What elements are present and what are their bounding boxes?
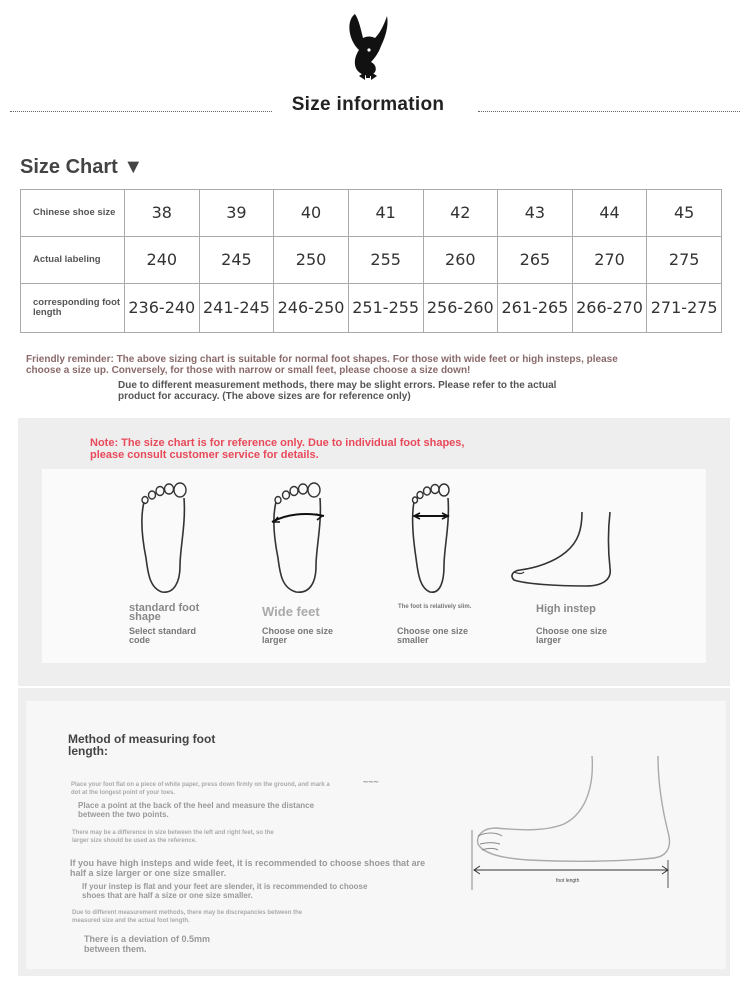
table-cell: 44 — [572, 190, 647, 237]
header-divider-right — [478, 111, 740, 112]
size-chart-title: Size Chart ▼ — [20, 156, 144, 178]
table-cell: 256-260 — [423, 283, 498, 332]
table-cell: 275 — [647, 236, 722, 283]
standard-foot-label: standard foot shape — [129, 602, 200, 623]
high-instep-icon — [506, 510, 618, 590]
measuring-step: Place your foot flat on a piece of white paper, press down firmly on the ground, and mark a dot at the longest point of your toes. — [71, 782, 330, 796]
table-cell: 240 — [125, 236, 200, 283]
table-cell: 266-270 — [572, 283, 647, 332]
table-cell: 250 — [274, 236, 349, 283]
table-cell: 43 — [498, 190, 573, 237]
table-cell: 41 — [348, 190, 423, 237]
measuring-step: Due to different measurement methods, there may be discrepancies between the measured size and the actual foot length. — [72, 910, 303, 924]
table-cell: 245 — [199, 236, 274, 283]
table-cell: 251-255 — [348, 283, 423, 332]
table-cell: 246-250 — [274, 283, 349, 332]
measuring-step: If you have high insteps and wide feet, it is recommended to choose shoes that are half a size larger or one size smaller. — [70, 858, 426, 878]
measuring-title: Method of measuring foot length: — [68, 732, 216, 758]
table-cell: 42 — [423, 190, 498, 237]
row-label-actual-labeling: Actual labeling — [21, 236, 125, 283]
measurement-disclaimer: Due to different measurement methods, there may be slight errors. Please refer to the actual product for accuracy. (The above sizes are for reference only) — [118, 380, 557, 402]
slim-foot-icon — [406, 478, 458, 596]
wide-foot-icon — [266, 478, 330, 596]
high-instep-label: High instep — [536, 603, 596, 615]
table-row — [21, 236, 722, 283]
wide-foot-label: Wide feet — [262, 604, 320, 619]
header-divider-left — [10, 111, 272, 112]
table-cell: 40 — [274, 190, 349, 237]
table-cell: 255 — [348, 236, 423, 283]
standard-foot-icon — [134, 478, 194, 596]
table-cell: 270 — [572, 236, 647, 283]
high-instep-advice: Choose one size larger — [536, 626, 608, 645]
bunny-logo-icon — [341, 12, 395, 82]
table-cell: 236-240 — [125, 283, 200, 332]
table-cell: 261-265 — [498, 283, 573, 332]
measuring-step: There is a deviation of 0.5mm between them. — [84, 934, 211, 954]
row-label-foot-length: corresponding foot length — [21, 283, 125, 332]
table-cell: 265 — [498, 236, 573, 283]
friendly-reminder: Friendly reminder: The above sizing chart is suitable for normal foot shapes. For those with wide feet or high insteps, please choose a size up. Conversely, for those with narrow or small feet, please choose a size down! — [26, 354, 618, 376]
measuring-step: If your instep is flat and your feet are slender, it is recommended to choose shoes that are half a size or one size smaller. — [82, 882, 368, 900]
size-note: Note: The size chart is for reference only. Due to individual foot shapes, please consult customer service for details. — [90, 437, 465, 461]
row-label-chinese-size: Chinese shoe size — [21, 190, 125, 237]
slim-foot-advice: Choose one size smaller — [397, 626, 469, 645]
table-cell: 45 — [647, 190, 722, 237]
measuring-step: Place a point at the back of the heel and measure the distance between the two points. — [78, 801, 315, 819]
table-row — [21, 283, 722, 332]
slim-foot-label: The foot is relatively slim. — [398, 604, 472, 610]
size-chart-table — [20, 189, 722, 333]
table-cell: 241-245 — [199, 283, 274, 332]
table-cell: 260 — [423, 236, 498, 283]
table-cell: 39 — [199, 190, 274, 237]
foot-side-measure-icon — [468, 752, 674, 898]
table-cell: 38 — [125, 190, 200, 237]
wide-foot-advice: Choose one size larger — [262, 626, 334, 645]
standard-foot-advice: Select standard code — [129, 626, 197, 645]
page-title: Size information — [291, 94, 445, 115]
foot-length-label: foot length — [556, 878, 580, 884]
table-cell: 271-275 — [647, 283, 722, 332]
measuring-step: There may be a difference in size between the left and right feet, so the larger size should be used as the reference. — [72, 830, 274, 844]
scribble-mark: ~~~ — [363, 777, 379, 787]
table-row — [21, 190, 722, 237]
